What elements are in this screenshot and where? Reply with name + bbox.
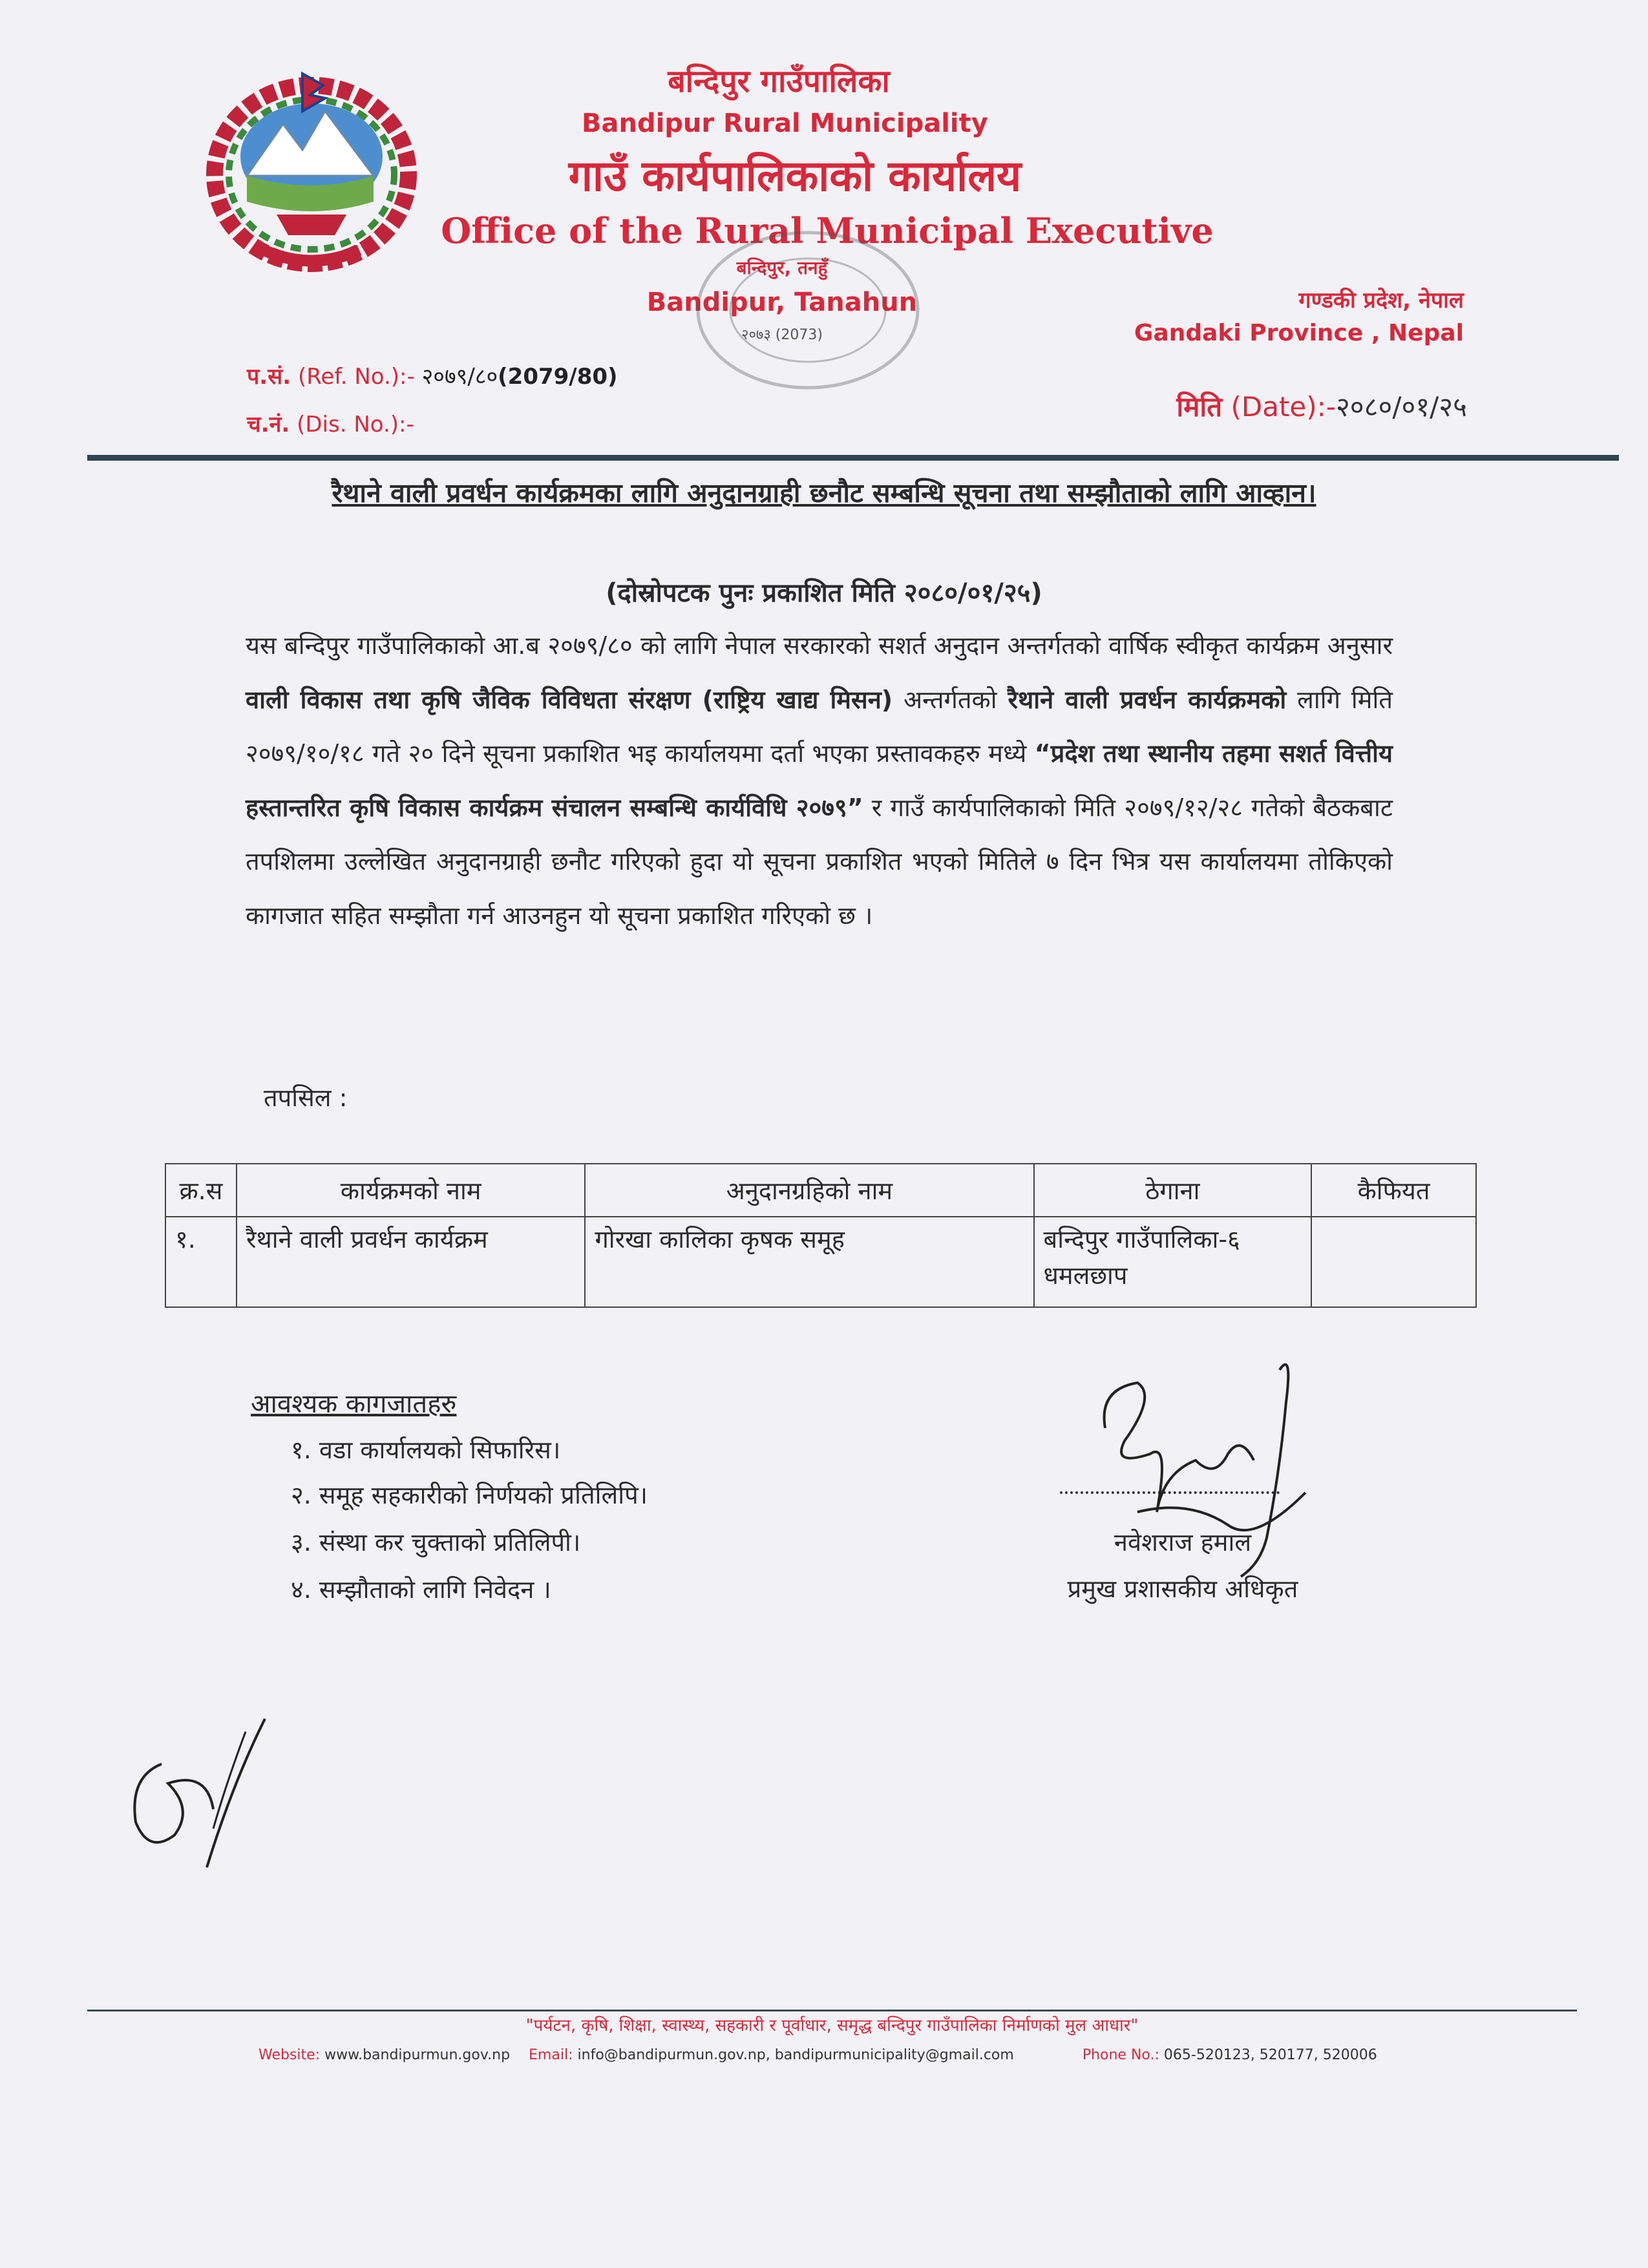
cell-address: बन्दिपुर गाउँपालिका-६ धमलछाप [1034, 1217, 1312, 1307]
location-np: बन्दिपुर, तनहुँ [736, 257, 828, 278]
cell-program: रैथाने वाली प्रवर्धन कार्यक्रम [237, 1217, 585, 1307]
province-en: Gandaki Province , Nepal [1134, 320, 1464, 346]
notice-title: रैथाने वाली प्रवर्धन कार्यक्रमका लागि अनुदानग्राही छनौट सम्बन्धि सूचना तथा सम्झौताको लागि आव्हान। [332, 478, 1316, 509]
initials-signature-icon [116, 1706, 284, 1880]
list-item: ४. सम्झौताको लागि निवेदन । [291, 1575, 551, 1604]
documents-heading: आवश्यक कागजातहरु [251, 1389, 457, 1419]
footer-slogan: "पर्यटन, कृषि, शिक्षा, स्वास्थ्य, सहकारी र पूर्वाधार, समृद्ध बन्दिपुर गाउँपालिका निर्माणको मुल आधार" [525, 2016, 1139, 2035]
website-link[interactable]: www.bandipurmun.gov.np [324, 2047, 511, 2063]
signatory-title: प्रमुख प्रशासकीय अधिकृत [1067, 1575, 1298, 1603]
cell-remarks [1311, 1217, 1476, 1307]
province-np: गण्डकी प्रदेश, नेपाल [1298, 288, 1464, 313]
list-item: १. वडा कार्यालयको सिफारिस। [291, 1436, 561, 1464]
office-stamp-icon [672, 213, 944, 407]
office-name-np: गाउँ कार्यपालिकाको कार्यालय [568, 151, 1022, 201]
col-header-grantee: अनुदानग्रहिको नाम [585, 1164, 1033, 1217]
letter-date-value: २०८०/०१/२५ [1335, 391, 1467, 423]
cell-grantee: गोरखा कालिका कृषक समूह [585, 1217, 1033, 1307]
signature-icon [1060, 1344, 1357, 1602]
notice-subtitle: (दोस्रोपटक पुनः प्रकाशित मिति २०८०/०१/२५) [606, 578, 1042, 608]
schedule-label: तपसिल : [264, 1084, 348, 1112]
municipality-name-np: बन्दिपुर गाउँपालिका [668, 63, 890, 100]
table-row [165, 1217, 1476, 1307]
municipality-name-en: Bandipur Rural Municipality [582, 109, 988, 138]
ref-number-value: २०७९/८० [421, 364, 498, 390]
ref-number: प.सं. (Ref. No.):- २०७९/८०(2079/80) [247, 364, 618, 390]
header-divider [87, 455, 1619, 461]
col-header-remarks: कैफियत [1311, 1164, 1476, 1217]
col-header-program: कार्यक्रमको नाम [237, 1164, 585, 1217]
phone-number: 065-520123, 520177, 520006 [1163, 2047, 1377, 2063]
cell-sn: १. [165, 1217, 237, 1307]
signatory-name: नवेशराज हमाल [1114, 1528, 1252, 1557]
email-link[interactable]: info@bandipurmun.gov.np, bandipurmunicipality@gmail.com [577, 2047, 1014, 2063]
office-name-en: Office of the Rural Municipal Executive [441, 210, 1214, 251]
nepal-emblem-icon [206, 66, 417, 273]
location-en: Bandipur, Tanahun [646, 288, 918, 317]
list-item: २. समूह सहकारीको निर्णयको प्रतिलिपि। [291, 1481, 648, 1509]
footer-contact: Website: www.bandipurmun.gov.np Email: info@bandipurmun.gov.np, bandipurmunicipality@gmail.com Phone No.: 065-520123, 520177, 520006 [259, 2047, 1377, 2063]
list-item: ३. संस्था कर चुक्ताको प्रतिलिपी। [291, 1528, 581, 1557]
established-year: २०७३ (2073) [741, 327, 823, 343]
col-header-address: ठेगाना [1034, 1164, 1312, 1217]
grantee-table [165, 1163, 1477, 1308]
col-header-sn: क्र.स [165, 1164, 237, 1217]
footer-divider [87, 2010, 1577, 2011]
dispatch-number: च.नं. (Dis. No.):- [247, 412, 414, 437]
table-header-row [165, 1164, 1476, 1217]
letter-date: मिति (Date):-२०८०/०१/२५ [1176, 391, 1467, 423]
notice-body: यस बन्दिपुर गाउँपालिकाको आ.ब २०७९/८० को लागि नेपाल सरकारको सशर्त अनुदान अन्तर्गतको वार्षिक स्वीकृत कार्यक्रम अनुसार वाली विकास तथा कृषि जैविक विविधता संरक्षण (राष्ट्रिय खाद्य मिसन) अन्तर्गतको रैथाने वाली प्रवर्धन कार्यक्रमको लागि मिति २०७९/१०/१८ गते २० दिने सूचना प्रकाशित भइ कार्यालयमा दर्ता भएका प्रस्तावकहरु मध्ये “प्रदेश तथा स्थानीय तहमा सशर्त वित्तीय हस्तान्तरित कृषि विकास कार्यक्रम संचालन सम्बन्धि कार्यविधि २०७९” र गाउँ कार्यपालिकाको मिति २०७९/१२/२८ गतेको बैठकबाट तपशिलमा उल्लेखित अनुदानग्राही छनौट गरिएको हुदा यो सूचना प्रकाशित भएको मितिले ७ दिन भित्र यस कार्यालयमा तोकिएको कागजात सहित सम्झौता गर्न आउनहुन यो सूचना प्रकाशित गरिएको छ । [246, 631, 1393, 930]
